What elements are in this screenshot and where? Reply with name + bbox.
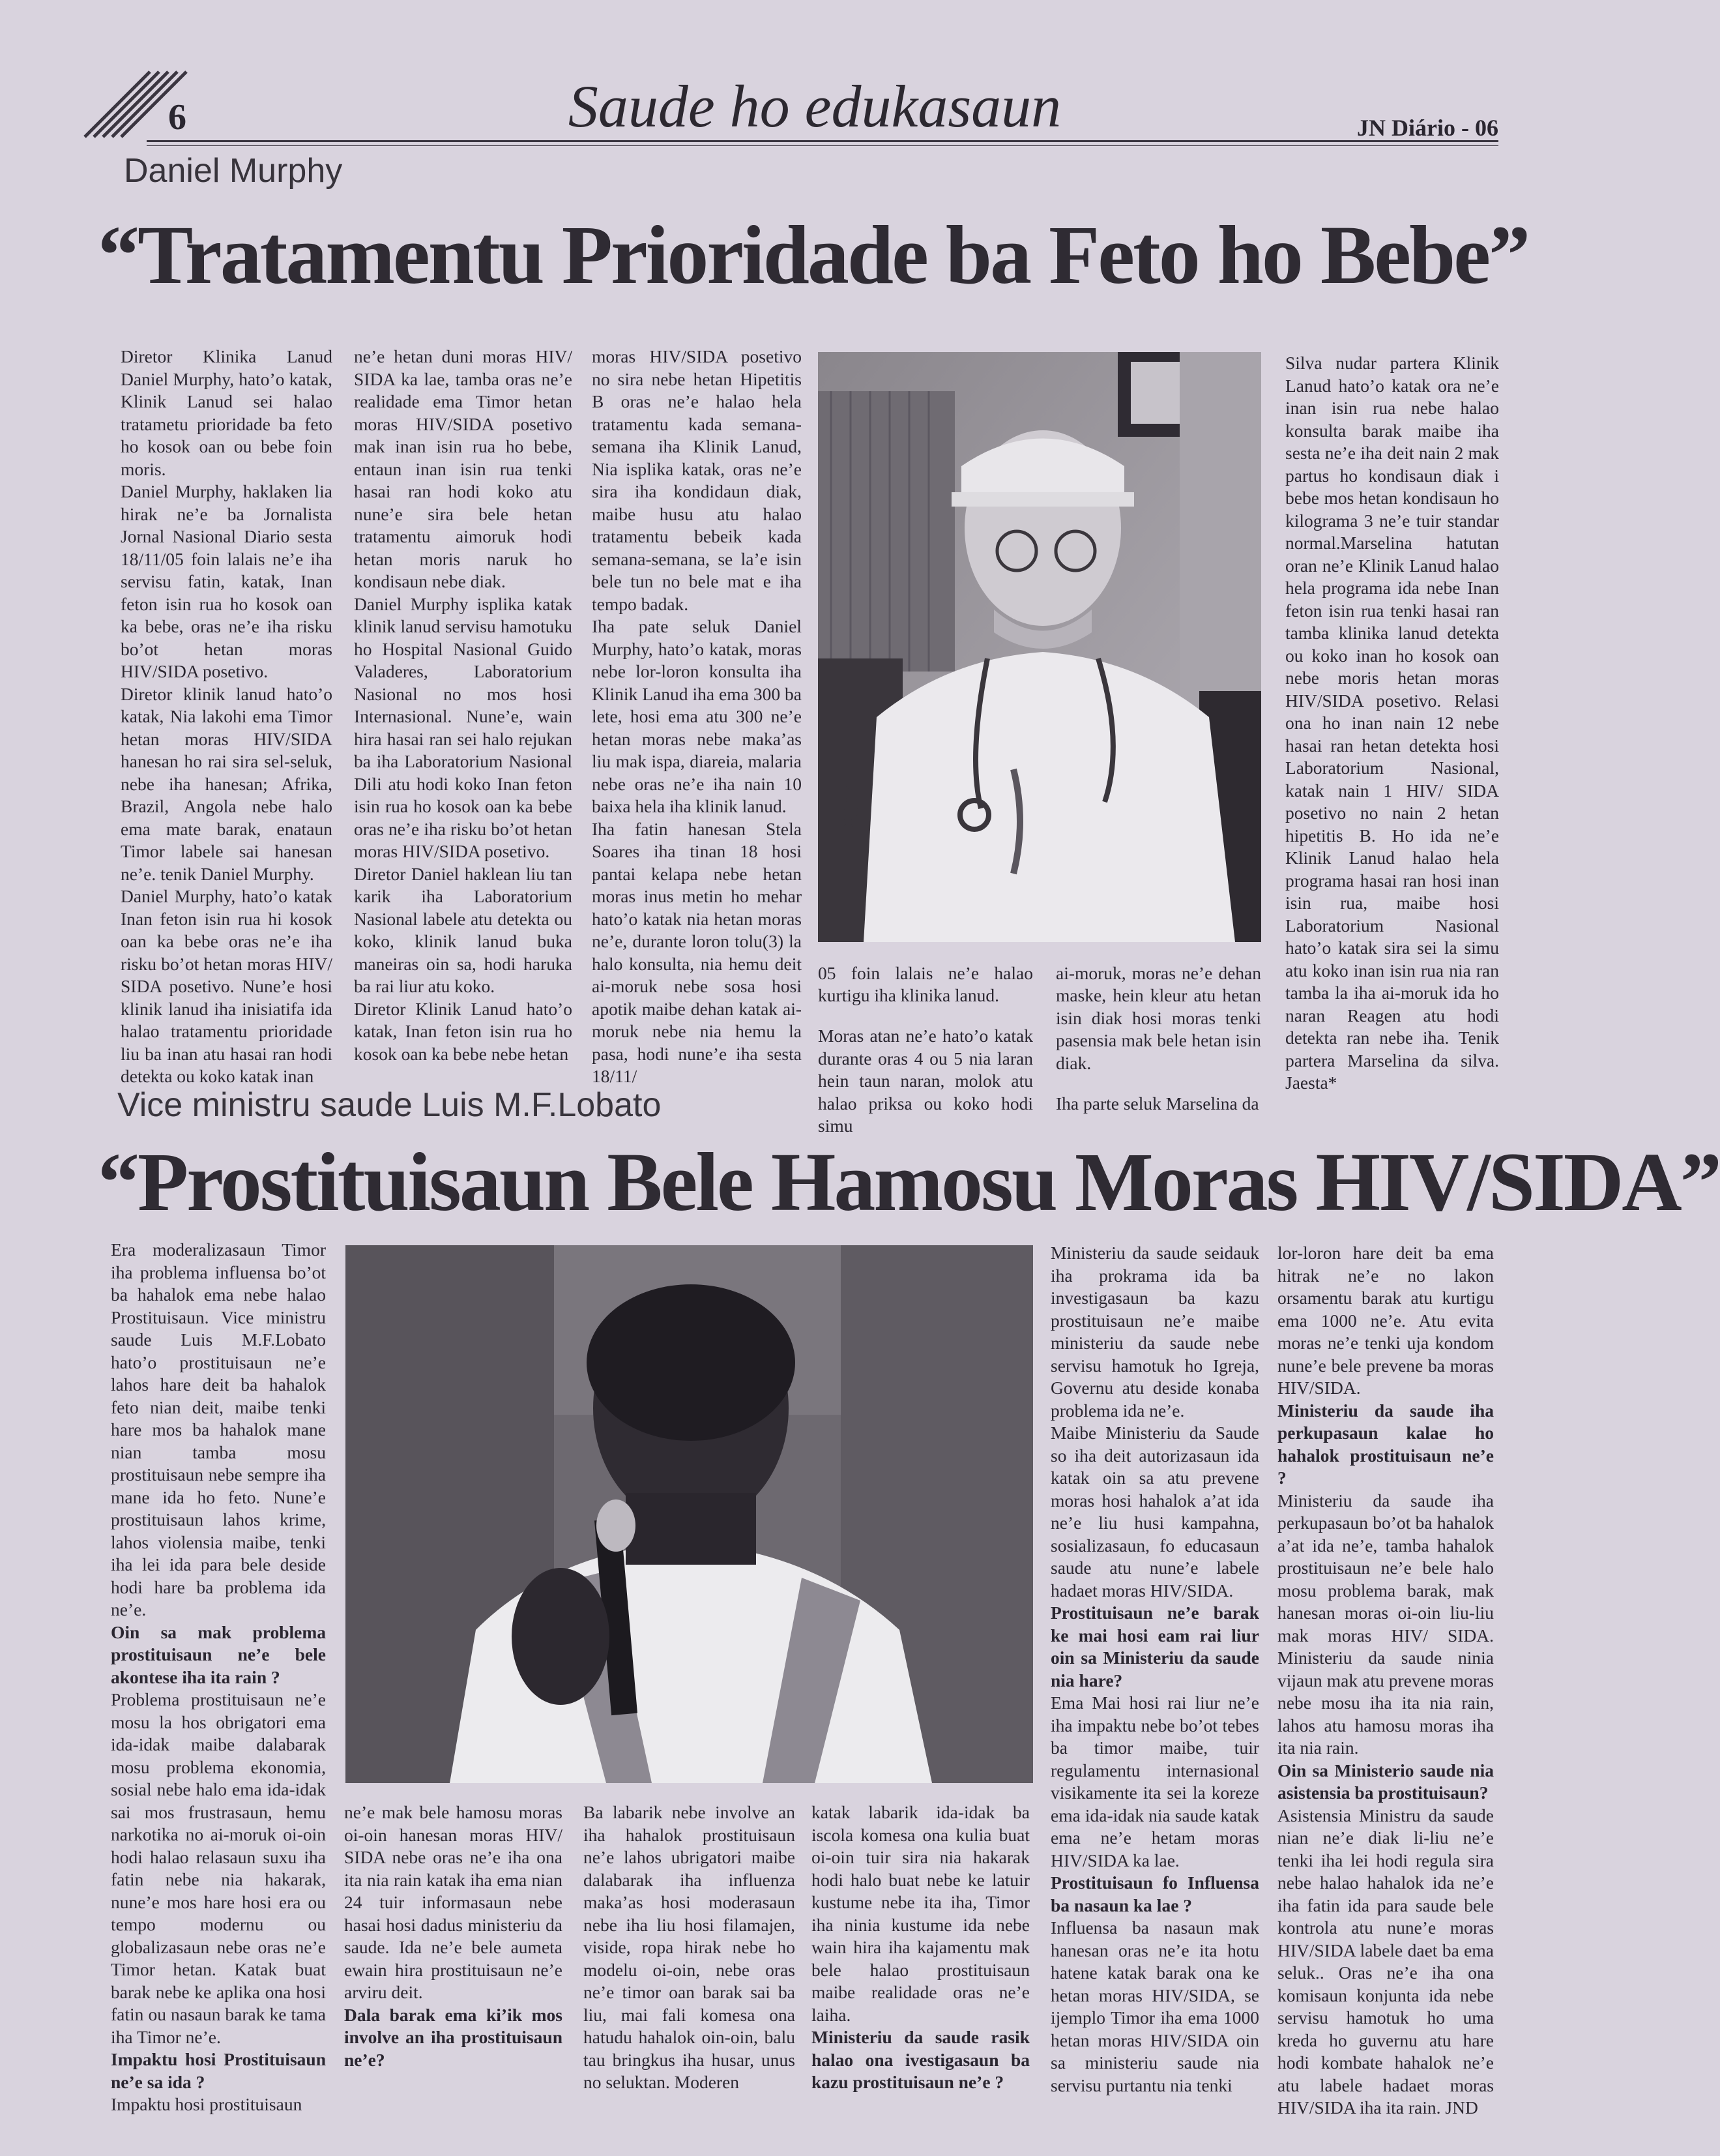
paragraph: Asistensia Ministru da saude nian ne’e diak li-liu ne’e tenki iha lei hodi regula sira nebe halao hahalok ida ne’e iha fatin ida para saude bele kontrola atu nune’e moras HIV/SIDA labele daet ba ema seluk.. Oras ne’e iha ona komisaun konjunta ida nebe servisu hamotuk ho uma kreda ho guvernu atu hare hodi kombate hahalok ne’e atu labele hadaet moras HIV/SIDA iha ita rain. JND	[1277, 1805, 1494, 2118]
paragraph: ne’e mak bele hamosu moras oi-oin hanesan moras HIV/ SIDA nebe oras ne’e iha ona ita nia rain katak iha ema nian 24 tuir informasaun nebe hasai hosi dadus ministeriu da saude. Ida ne’e bele aumeta ewain hira prostituisaun ne’e arviru deit.	[344, 1802, 562, 2002]
paragraph: Iha fatin hanesan Stela Soares iha tinan 18 hosi pantai kelapa nebe hetan moras inus metin ho mehar hato’o katak nia hetan moras ne’e, durante loron tolu(3) la halo konsulta, nia hemu deit ai-moruk nebe sosa hosi apotik maibe dehan katak ai-moruk nebe nia hemu la pasa, hodi nune’e iha sesta 18/11/	[592, 818, 802, 1086]
interview-question: Prostituisaun ne’e barak ke mai hosi eam rai liur oin sa Ministeriu da saude nia hare?	[1051, 1602, 1259, 1691]
paragraph: Moras atan ne’e hato’o katak durante oras 4 ou 5 nia laran hein taun naran, molok atu halao priksa ou koko hodi simu	[818, 1026, 1033, 1136]
article1-kicker: Daniel Murphy	[124, 152, 343, 190]
paragraph: Era moderalizasaun Timor iha problema influensa bo’ot ba hahalok ema nebe halao Prostituisaun. Vice ministru saude Luis M.F.Lobato hato’o prostituisaun ne’e lahos hare deit ba hahalok feto nian deit, maibe tenki hare mos ba hahalok mane nian tamba mosu prostituisaun nebe sempre iha mane ida ho feto. Nune’e prostituisaun lahos krime, lahos violensia maibe, tenki iha lei ida para bele deside hodi hare ba problema ida ne’e.	[111, 1239, 326, 1619]
paragraph: 05 foin lalais ne’e halao kurtigu iha klinika lanud.	[818, 962, 1033, 1005]
article2-column-1	[111, 1239, 326, 2114]
header-rule	[147, 145, 1498, 146]
article1-column-2	[354, 346, 572, 1077]
paragraph: Diretor klinik lanud hato’o katak, Nia lakohi ema Timor hetan moras HIV/SIDA hanesan ho rai sira sel-seluk, nebe iha hanesan; Afrika, Brazil, Angola nebe halo ema mate barak, enataun Timor labele sai hanesan ne’e. tenik Daniel Murphy.	[121, 683, 332, 884]
paragraph: katak labarik ida-idak ba iscola komesa ona kulia buat oi-oin tuir sira nia hakarak hodi halo buat nebe ke latuir kustume nebe ita iha, Timor iha ninia kustume ida nebe wain hira iha kajamentu mak bele halao prostituisaun maibe realidade oras ne’e laiha.	[811, 1802, 1030, 2025]
paragraph: Impaktu hosi prostituisaun	[111, 2094, 302, 2114]
paragraph: ne’e hetan duni moras HIV/ SIDA ka lae, tamba oras ne’e realidade ema Timor hetan moras HIV/SIDA posetivo mak inan isin rua ho bebe, entaun inan isin rua tenki hasai ran hodi koko atu nune’e sira bele hetan tratamentu aimoruk hodi hetan moris naruk ho kondisaun nebe diak.	[354, 346, 572, 591]
paragraph: Ministeriu da saude iha perkupasaun bo’ot ba hahalok a’at ida ne’e, tamba hahalok prostituisaun ne’e bele halo mosu problema barak, mak hanesan moras oi-oin liu-liu mak moras HIV/ SIDA. Ministeriu da saude ninia vijaun mak atu prevene moras nebe mosu iha ita nia rain, lahos atu hamosu moras iha ita nia rain.	[1277, 1490, 1494, 1758]
paragraph: Maibe Ministeriu da Saude so iha deit autorizasaun ida katak oin sa atu prevene moras hosi hahalok a’at ida ne’e liu husi kampahna, sosializasaun, fo educasaun saude atu nune’e labele hadaet moras HIV/SIDA.	[1051, 1423, 1259, 1601]
paragraph: Iha parte seluk Marselina da	[1056, 1093, 1259, 1114]
article2-headline: “Prostituisaun Bele Hamosu Moras HIV/SIDA”	[98, 1136, 1720, 1228]
paragraph: Silva nudar partera Klinik Lanud hato’o katak ora ne’e inan isin rua nebe halao konsulta barak maibe iha sesta ne’e iha deit nain 2 mak partus ho kondisaun diak i bebe mos hetan kondisaun ho kilograma 3 ne’e tuir standar normal.Marselina hatutan oran ne’e Klinik Lanud halao hela programa ida nebe Inan feton isin rua tenki hasai ran tamba klinika lanud detekta ou koko inan ho kosok oan nebe moris hetan moras HIV/SIDA posetivo. Relasi ona ho inan nain 12 nebe hasai ran hetan detekta hosi Laboratorium Nasional, katak nain 1 HIV/ SIDA posetivo no nain 2 hetan hipetitis B. Ho ida ne’e Klinik Lanud halao hela programa hasai ran hosi inan isin rua, maibe hosi Laboratorium Nasional hato’o katak sira sei la simu atu koko inan isin rua nia ran tamba la iha ai-moruk ida ho naran Reagen atu hodi detekta ran nebe iha. Tenik partera Marselina da silva. Jaesta*	[1285, 353, 1499, 1093]
paragraph: Diretor Klinika Lanud Daniel Murphy, hato’o katak, Klinik Lanud sei halao tratametu prioridade ba feto ho kosok oan ou bebe foin moris.	[121, 346, 332, 479]
article2-column-3	[583, 1801, 795, 2092]
header-rule	[147, 140, 1498, 142]
article2-photo	[345, 1245, 1033, 1783]
article1-headline: “Tratamentu Prioridade ba Feto ho Bebe”	[98, 209, 1529, 301]
photo-date-stamp: 2005 11	[839, 782, 862, 865]
paragraph: moras HIV/SIDA posetivo no sira nebe hetan Hipetitis B oras ne’e halao hela tratamentu kada semana-semana iha Klinik Lanud, Nia isplika katak, oras ne’e sira iha kondidaun diak, maibe husu atu halao tratamentu bebeik kada semana-semana, se la’e isin bele tun no bele mat e iha tempo badak.	[592, 346, 802, 614]
interview-question: Oin sa Ministerio saude nia asistensia ba prostituisaun?	[1277, 1760, 1494, 1803]
interview-question: Ministeriu da saude rasik halao ona ivestigasaun ba kazu prostituisaun ne’e ?	[811, 2027, 1030, 2092]
article2-column-4	[811, 1801, 1030, 2092]
interview-question: Ministeriu da saude iha perkupasaun kalae ho hahalok prostituisaun ne’e ?	[1277, 1400, 1494, 1488]
interview-question: Impaktu hosi Prostituisaun ne’e sa ida ?	[111, 2049, 326, 2092]
article2-column-5	[1051, 1242, 1259, 2095]
section-title: Saude ho edukasaun	[568, 73, 1062, 140]
article1-photo	[818, 352, 1261, 942]
interview-question: Oin sa mak problema prostituisaun ne’e bele akontese iha ita rain ?	[111, 1621, 326, 1687]
paragraph: Daniel Murphy, haklaken lia hirak ne’e ba Jornalista Jornal Nasional Diario sesta 18/11/05 foin lalais ne’e iha servisu fatin, katak, Inan feton isin rua ho kosok oan ka bebe, oras ne’e iha risku bo’ot hetan moras HIV/SIDA posetivo.	[121, 481, 332, 681]
paragraph: lor-loron hare deit ba ema hitrak ne’e no lakon orsamentu barak atu kurtigu ema 1000 ne’e. Atu evita moras ne’e tenki uja kondom nune’e bele prevene ba moras HIV/SIDA.	[1277, 1243, 1494, 1398]
paragraph: Diretor Klinik Lanud hato’o katak, Inan feton isin rua ho kosok oan ka bebe nebe hetan	[354, 998, 572, 1064]
article1-column-5	[1056, 944, 1261, 1114]
paragraph: Daniel Murphy isplika katak klinik lanud servisu hamotuku ho Hospital Nasional Guido Valaderes, Laboratorium Nasional no mos hosi Internasional. Nune’e, wain hira hasai ran sei halo rejukan ba iha Laboratorium Nasional Dili atu hodi koko Inan feton isin rua ho kosok oan ka bebe oras ne’e iha risku bo’ot hetan moras HIV/SIDA posetivo.	[354, 593, 572, 861]
paragraph: ai-moruk, moras ne’e dehan maske, hein kleur atu hetan isin diak hosi moras tenki pasensia mak bele hetan isin diak.	[1056, 962, 1261, 1073]
article2-kicker: Vice ministru saude Luis M.F.Lobato	[117, 1086, 662, 1124]
paragraph: Ema Mai hosi rai liur ne’e iha impaktu nebe bo’ot tebes ba timor maibe, tuir regulamentu internasional visikamente ita sei la koreze ema ida-idak nia saude katak ema ne’e hetam moras HIV/SIDA ka lae.	[1051, 1692, 1259, 1870]
paragraph: Problema prostituisaun ne’e mosu la hos obrigatori ema ida-idak maibe dalabarak mosu problema ekonomia, sosial nebe halo ema ida-idak sai mos frustrasaun, hemu narkotika no ai-moruk oi-oin hodi halao relasaun suxu iha fatin nebe nia hakarak, nune’e mos hare hosi era ou tempo modernu ou globalizasaun nebe oras ne’e Timor hetan. Katak buat barak nebe ke aplika ona hosi fatin ou nasaun barak ke tama iha Timor ne’e.	[111, 1689, 326, 2047]
edition-label: JN Diário - 06	[1357, 115, 1498, 141]
article1-column-6	[1285, 352, 1499, 1093]
paragraph: Influensa ba nasaun mak hanesan oras ne’e ita hotu hatene katak barak ona ke hetan moras HIV/SIDA, se ijemplo Timor iha ema 1000 hetan moras HIV/SIDA oin sa ministeriu saude nia servisu purtantu nia tenki	[1051, 1917, 1259, 2095]
article2-column-2	[344, 1801, 562, 2088]
article1-column-4	[818, 944, 1033, 1136]
interview-question: Dala barak ema ki’ik mos involve an iha prostituisaun ne’e?	[344, 2004, 562, 2070]
article2-column-6	[1277, 1242, 1494, 2118]
page-number: 6	[168, 97, 186, 138]
paragraph: Diretor Daniel haklean liu tan karik iha Laboratorium Nasional labele atu detekta ou koko, klinik lanud buka maneiras oin sa, hodi haruka ba rai liur atu koko.	[354, 863, 572, 996]
article1-column-3	[592, 346, 802, 1086]
paragraph: Iha pate seluk Daniel Murphy, hato’o katak, moras nebe lor-loron konsulta iha Klinik Lanud iha ema 300 ba lete, hosi ema atu 300 ne’e hetan moras nebe maka’as liu mak ispa, diareia, malaria nebe oras ne’e iha nain 10 baixa hela iha klinik lanud.	[592, 616, 802, 816]
paragraph: Ba labarik nebe involve an iha hahalok prostituisaun ne’e lahos ubrigatori maibe dalabarak iha influenza maka’as hosi moderasaun nebe iha liu hosi filamajen, viside, ropa hirak nebe ho modelu oi-oin, nebe oras ne’e timor oan barak sai ba liu, mai fali komesa ona hatudu hahalok oin-oin, balu tau bringkus iha husar, unus no seluktan. Moderen	[583, 1802, 795, 2092]
paragraph: Daniel Murphy, hato’o katak Inan feton isin rua hi kosok oan ka bebe oras ne’e iha risku bo’ot hetan moras HIV/ SIDA posetivo. Nune’e hosi klinik lanud iha inisiatifa ida halao tratamentu prioridade liu ba inan atu hasai ran hodi detekta ou koko katak inan	[121, 886, 332, 1086]
paragraph: Ministeriu da saude seidauk iha prokrama ida ba investigasaun ba kazu prostituisaun ne’e maibe ministeriu da saude nebe servisu hamotuk ho Igreja, Governu atu deside konaba problema ida ne’e.	[1051, 1243, 1259, 1421]
article1-column-1	[121, 346, 332, 1086]
interview-question: Prostituisaun fo Influensa ba nasaun ka lae ?	[1051, 1872, 1259, 1915]
